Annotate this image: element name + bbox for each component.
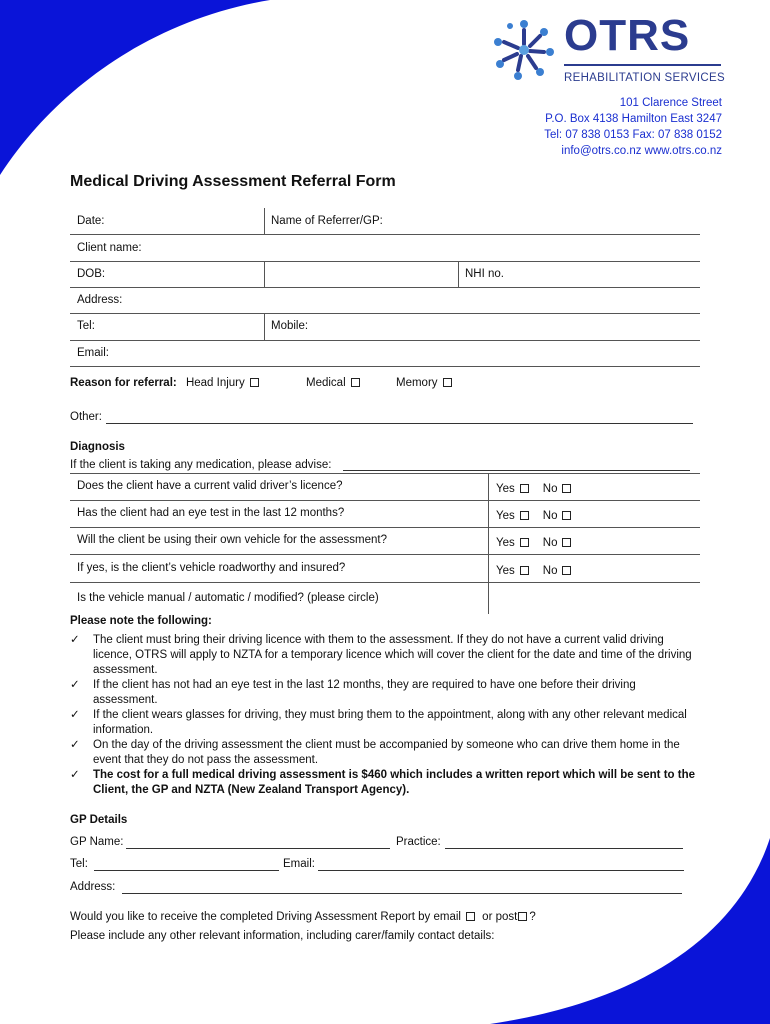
gp-address-label: Address: bbox=[70, 881, 116, 893]
note-text: If the client has not had an eye test in the last 12 months, they are required to have one before their driving assessment. bbox=[93, 679, 636, 706]
tel-label: Tel: bbox=[77, 320, 95, 332]
form-title: Medical Driving Assessment Referral Form bbox=[70, 173, 396, 190]
gp-heading: GP Details bbox=[70, 814, 128, 826]
referral-label: Reason for referral: bbox=[70, 377, 177, 389]
yes-checkbox[interactable] bbox=[520, 511, 529, 520]
post-report-checkbox[interactable] bbox=[518, 912, 527, 921]
no-checkbox[interactable] bbox=[562, 538, 571, 547]
yes-label: Yes bbox=[496, 537, 515, 549]
other-input-line[interactable] bbox=[106, 423, 693, 424]
address-line-2: P.O. Box 4138 Hamilton East 3247 bbox=[545, 113, 722, 125]
top-left-arc bbox=[0, 0, 270, 175]
gp-name-label: GP Name: bbox=[70, 836, 124, 848]
question-roadworthy: If yes, is the client’s vehicle roadworthy and insured? bbox=[77, 562, 346, 574]
head-injury-checkbox[interactable] bbox=[250, 378, 259, 387]
practice-input-line[interactable] bbox=[445, 848, 683, 849]
report-question-text: Would you like to receive the completed Driving Assessment Report by email bbox=[70, 911, 461, 923]
referrer-label: Name of Referrer/GP: bbox=[271, 215, 383, 227]
col-divider bbox=[488, 473, 489, 614]
medication-input-line[interactable] bbox=[343, 470, 690, 471]
col-divider bbox=[264, 208, 265, 234]
yes-label: Yes bbox=[496, 565, 515, 577]
no-label: No bbox=[542, 483, 558, 495]
yes-no-row-1 bbox=[496, 483, 573, 495]
note-item bbox=[70, 633, 702, 678]
row-divider bbox=[70, 527, 700, 528]
no-checkbox[interactable] bbox=[562, 484, 571, 493]
yes-label: Yes bbox=[496, 510, 515, 522]
note-text: On the day of the driving assessment the client must be accompanied by someone who can drive them home in the event that they do not pass the assessment. bbox=[93, 739, 680, 766]
note-item bbox=[70, 708, 702, 738]
medication-label: If the client is taking any medication, please advise: bbox=[70, 459, 332, 471]
no-checkbox[interactable] bbox=[562, 566, 571, 575]
client-name-label: Client name: bbox=[77, 242, 142, 254]
referral-row bbox=[70, 377, 261, 389]
logo-name: OTRS bbox=[564, 11, 691, 60]
mobile-label: Mobile: bbox=[271, 320, 309, 332]
address-label: Address: bbox=[77, 294, 123, 306]
check-icon: ✓ bbox=[70, 739, 80, 751]
row-divider bbox=[70, 340, 700, 341]
gp-email-input-line[interactable] bbox=[318, 870, 684, 871]
email-report-checkbox[interactable] bbox=[466, 912, 475, 921]
row-divider bbox=[70, 473, 700, 474]
note-text: If the client wears glasses for driving, they must bring them to the appointment, along with any other relevant medical information. bbox=[93, 709, 687, 736]
no-label: No bbox=[542, 565, 558, 577]
memory-checkbox[interactable] bbox=[443, 378, 452, 387]
gp-email-label: Email: bbox=[283, 858, 315, 870]
note-item bbox=[70, 678, 702, 708]
check-icon: ✓ bbox=[70, 634, 80, 646]
gp-tel-label: Tel: bbox=[70, 858, 88, 870]
row-divider bbox=[70, 554, 700, 555]
row-divider bbox=[70, 366, 700, 367]
phone-fax-line: Tel: 07 838 0153 Fax: 07 838 0152 bbox=[544, 129, 722, 141]
no-label: No bbox=[542, 510, 558, 522]
yes-checkbox[interactable] bbox=[520, 484, 529, 493]
col-divider bbox=[458, 261, 459, 287]
note-text: The cost for a full medical driving assessment is $460 which includes a written report which will be sent to the Client, the GP and NZTA (New Zealand Transport Agency). bbox=[93, 769, 695, 796]
no-checkbox[interactable] bbox=[562, 511, 571, 520]
row-divider bbox=[70, 313, 700, 314]
yes-no-row-2 bbox=[496, 510, 573, 522]
gp-tel-input-line[interactable] bbox=[94, 870, 279, 871]
col-divider bbox=[264, 313, 265, 340]
question-own-vehicle: Will the client be using their own vehicle for the assessment? bbox=[77, 534, 388, 546]
logo-divider bbox=[564, 64, 721, 66]
check-icon: ✓ bbox=[70, 679, 80, 691]
diagnosis-heading: Diagnosis bbox=[70, 441, 125, 453]
option-head-injury: Head Injury bbox=[185, 377, 245, 389]
report-delivery-question bbox=[70, 911, 536, 923]
row-divider bbox=[70, 500, 700, 501]
medical-checkbox[interactable] bbox=[351, 378, 360, 387]
question-transmission: Is the vehicle manual / automatic / modified? (please circle) bbox=[77, 592, 379, 604]
medical-option bbox=[306, 377, 362, 389]
email-web-line: info@otrs.co.nz www.otrs.co.nz bbox=[561, 145, 722, 157]
question-eye-test: Has the client had an eye test in the last 12 months? bbox=[77, 507, 345, 519]
yes-checkbox[interactable] bbox=[520, 538, 529, 547]
notes-heading: Please note the following: bbox=[70, 615, 212, 627]
option-memory: Memory bbox=[396, 377, 438, 389]
yes-no-row-3 bbox=[496, 537, 573, 549]
note-item bbox=[70, 738, 702, 768]
row-divider bbox=[70, 234, 700, 235]
col-divider bbox=[264, 261, 265, 287]
gp-name-input-line[interactable] bbox=[126, 848, 390, 849]
logo-subtitle: REHABILITATION SERVICES bbox=[564, 72, 725, 84]
row-divider bbox=[70, 261, 700, 262]
no-label: No bbox=[542, 537, 558, 549]
check-icon: ✓ bbox=[70, 769, 80, 781]
yes-label: Yes bbox=[496, 483, 515, 495]
yes-checkbox[interactable] bbox=[520, 566, 529, 575]
otrs-logo-icon bbox=[492, 18, 556, 82]
practice-label: Practice: bbox=[396, 836, 441, 848]
date-label: Date: bbox=[77, 215, 105, 227]
gp-address-input-line[interactable] bbox=[122, 893, 682, 894]
nhi-label: NHI no. bbox=[465, 268, 504, 280]
report-question-post: or post bbox=[482, 911, 518, 923]
other-label: Other: bbox=[70, 411, 102, 423]
include-info-text: Please include any other relevant information, including carer/family contact details: bbox=[70, 930, 495, 942]
note-item bbox=[70, 768, 702, 798]
bottom-right-arc bbox=[490, 838, 770, 1024]
address-line-1: 101 Clarence Street bbox=[619, 97, 722, 109]
email-label: Email: bbox=[77, 347, 109, 359]
option-medical: Medical bbox=[306, 377, 346, 389]
yes-no-row-4 bbox=[496, 565, 573, 577]
check-icon: ✓ bbox=[70, 709, 80, 721]
row-divider bbox=[70, 582, 700, 583]
row-divider bbox=[70, 287, 700, 288]
memory-option bbox=[396, 377, 454, 389]
question-licence: Does the client have a current valid driver’s licence? bbox=[77, 480, 343, 492]
report-question-end: ? bbox=[529, 911, 536, 923]
note-text: The client must bring their driving licence with them to the assessment. If they do not have a current valid driving licence, OTRS will apply to NZTA for a temporary licence which will cover the client for the date and time of the driving assessment. bbox=[93, 634, 692, 676]
dob-label: DOB: bbox=[77, 268, 106, 280]
